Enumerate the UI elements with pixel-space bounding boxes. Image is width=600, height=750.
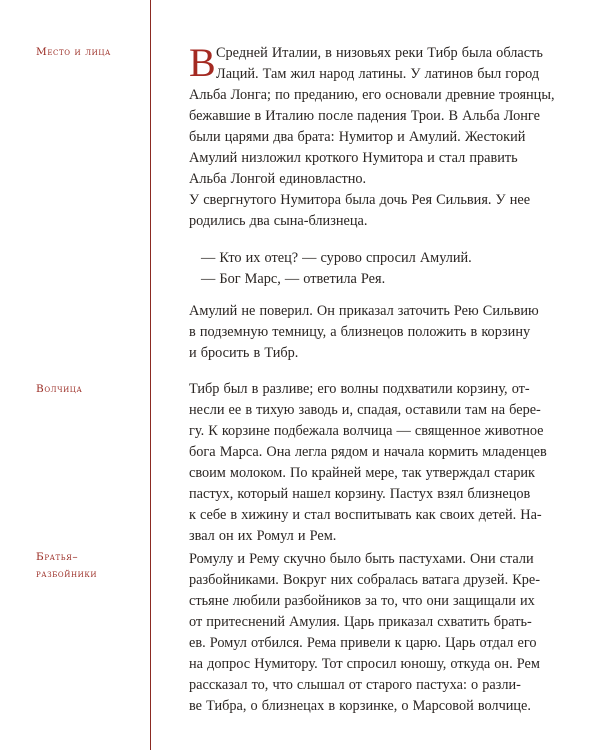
text-line: родились два сына-близнеца. (189, 213, 368, 229)
margin-divider-line (150, 0, 151, 750)
text-line: Ромулу и Рему скучно было быть пастухами. Они стали (189, 551, 534, 567)
text-line: Амулий низложил кроткого Нумитора и стал править (189, 150, 518, 166)
text-line: гу. К корзине подбежала волчица — священное животное (189, 423, 544, 439)
text-line: ев. Ромул отбился. Рема привели к царю. Царь отдал его (189, 635, 537, 651)
text-line: к себе в хижину и стал воспитывать как своих детей. На- (189, 507, 542, 523)
text-line: стьяне любили разбойников за то, что они защищали их (189, 593, 535, 609)
text-line: Тибр был в разливе; его волны подхватили корзину, от- (189, 381, 530, 397)
dialog-block (189, 248, 565, 290)
paragraph-rhea-silvia (189, 190, 565, 232)
text-line: несли ее в тихую заводь и, спадая, оставили там на бере- (189, 402, 541, 418)
section-heading-line: Братья– (36, 551, 79, 563)
dialog-line: — Кто их отец? — сурово спросил Амулий. (201, 250, 472, 266)
text-line: ве Тибра, о близнецах в корзинке, о Марсовой волчице. (189, 698, 531, 714)
paragraph-brothers-robbers (189, 549, 565, 717)
text-line: Лаций. Там жил народ латины. У латинов был город (216, 66, 540, 82)
text-line: Средней Италии, в низовьях реки Тибр была область (216, 45, 543, 61)
section-heading-line: Волчица (36, 383, 83, 395)
section-heading-she-wolf (36, 381, 140, 398)
drop-cap-letter: В (189, 40, 216, 85)
text-line: были царями два брата: Нумитор и Амулий. Жестокий (189, 129, 526, 145)
text-line: звал он их Ромул и Рем. (189, 528, 337, 544)
text-line: пастух, который нашел корзину. Пастух взял близнецов (189, 486, 531, 502)
paragraph-amulius-order (189, 301, 565, 364)
text-line: от притеснений Амулия. Царь приказал схватить брать- (189, 614, 532, 630)
dialog-line: — Бог Марс, — ответила Рея. (201, 271, 386, 287)
text-line: Амулий не поверил. Он приказал заточить Рею Сильвию (189, 303, 539, 319)
text-line: Альба Лонга; по преданию, его основали древние троянцы, (189, 87, 555, 103)
paragraph-she-wolf (189, 379, 565, 547)
text-line: Альба Лонгой единовластно. (189, 171, 367, 187)
section-heading-brothers-robbers (36, 549, 140, 583)
section-heading-place-and-persons (36, 44, 140, 61)
text-line: бежавшие в Италию после падения Трои. В Альба Лонге (189, 108, 540, 124)
section-heading-line: разбойники (36, 568, 98, 580)
text-line: разбойниками. Вокруг них собралась ватага друзей. Кре- (189, 572, 541, 588)
text-line: в подземную темницу, а близнецов положить в корзину (189, 324, 531, 340)
paragraph-intro (189, 40, 565, 190)
text-line: бога Марса. Она легла рядом и начала кормить младенцев (189, 444, 547, 460)
text-line: рассказал то, что слышал от старого пастуха: о разли- (189, 677, 521, 693)
text-line: своим молоком. По крайней мере, так утверждал старик (189, 465, 535, 481)
text-line: и бросить в Тибр. (189, 345, 299, 361)
section-heading-line: Место и лица (36, 46, 111, 58)
text-line: У свергнутого Нумитора была дочь Рея Сильвия. У нее (189, 192, 531, 208)
text-line: на допрос Нумитору. Тот спросил юношу, откуда он. Рем (189, 656, 540, 672)
